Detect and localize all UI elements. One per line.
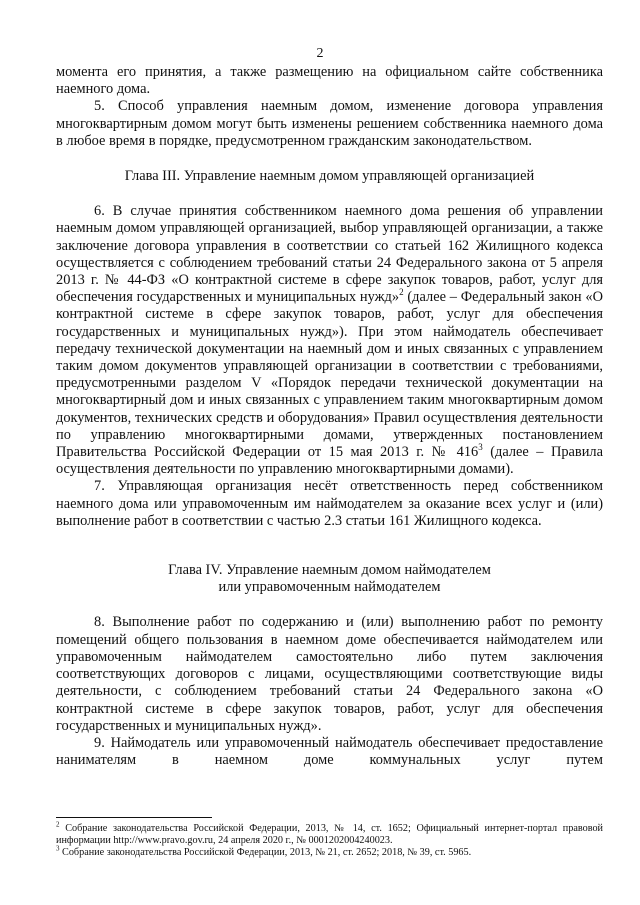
chapter-3-heading: Глава III. Управление наемным домом управляющей организацией xyxy=(124,168,535,185)
paragraph-8: 8. Выполнение работ по содержанию и (или) выполнению работ по ремонту помещений общего пользования в наемном доме обеспечивается наймодателем или управомоченным наймодателем самостоятельно либо путем заключения соответствующих договоров с лицами, осуществляющими соответствующие виды деятельности, с соблюдением требований статьи 24 Федерального закона «О контрактной системе в сфере закупок товаров, работ, услуг для обеспечения государственных и муниципальных нужд». xyxy=(56,614,603,734)
footnote-ref-2: 2 xyxy=(399,287,404,298)
footnote-mark: 2 xyxy=(56,820,60,829)
paragraph-6-text-a: 6. В случае принятия собственником наемного дома решения об управлении наемным домом управляющей организацией, выбор управляющей организации, а также заключение договора управления в соответствии со статьей 162 Жилищного кодекса осуществляется с соблюдением требований статьи 24 Федерального закона от 5 апреля 2013 г. № 44-ФЗ «О контрактной системе в сфере закупок товаров, работ, услуг для обеспечения государственных и муниципальных нужд» xyxy=(56,203,603,306)
page-number: 2 xyxy=(316,46,324,61)
paragraph-6 xyxy=(56,203,603,478)
paragraph-6-text-b: (далее – Федеральный закон «О контрактной системе в сфере закупок товаров, работ, услуг для обеспечения государственных и муниципальных нужд»). При этом наймодатель обеспечивает передачу технической документации на наемный дом и иных связанных с управлением таким домом документов управляющей организации в соответствии с требованиями, предусмотренными разделом V «Порядок передачи технической документации на многоквартирный дом и иных связанных с управлением таким многоквартирным домом документов, технических средств и оборудования» Правил осуществления деятельности по управлению многоквартирными домами, утвержденных постановлением Правительства Российской Федерации от 15 мая 2013 г. № 416 xyxy=(56,289,603,461)
chapter-4-heading-line-2: или управомоченным наймодателем xyxy=(218,579,441,596)
footnote-text: Собрание законодательства Российской Федерации, 2013, № 14, ст. 1652; Официальный интернет-портал правовой информации http://www.pravo.gov.ru, 24 апреля 2020 г., № 0001202004240023. xyxy=(56,823,603,847)
paragraph-7: 7. Управляющая организация несёт ответственность перед собственником наемного дома или управомоченным им наймодателем за оказание всех услуг и (или) выполнение работ в соответствии с частью 2.3 статьи 161 Жилищного кодекса. xyxy=(56,478,603,529)
paragraph-continuation: момента его принятия, а также размещению на официальном сайте собственника наемного дома. xyxy=(56,64,603,98)
footnote-2 xyxy=(56,820,603,847)
footnote-ref-3: 3 xyxy=(478,442,483,453)
chapter-4-heading-line-1: Глава IV. Управление наемным домом наймодателем xyxy=(168,562,491,579)
document-body xyxy=(56,64,603,769)
paragraph-6-text-c: (далее – Правила осуществления деятельности по управлению многоквартирными домами). xyxy=(56,444,603,478)
footnotes xyxy=(56,820,603,860)
footnote-mark: 3 xyxy=(56,845,60,854)
paragraph-5: 5. Способ управления наемным домом, изменение договора управления многоквартирным домом могут быть изменены решением собственника наемного дома в любое время в порядке, предусмотренном гражданским законодательством. xyxy=(56,98,603,149)
paragraph-9: 9. Наймодатель или управомоченный наймодатель обеспечивает предоставление нанимателям в наемном доме коммунальных услуг путем xyxy=(56,734,603,769)
footnote-separator xyxy=(56,817,212,818)
footnote-text: Собрание законодательства Российской Федерации, 2013, № 21, ст. 2652; 2018, № 39, ст. 5965. xyxy=(59,847,472,859)
footnote-3 xyxy=(56,847,603,859)
